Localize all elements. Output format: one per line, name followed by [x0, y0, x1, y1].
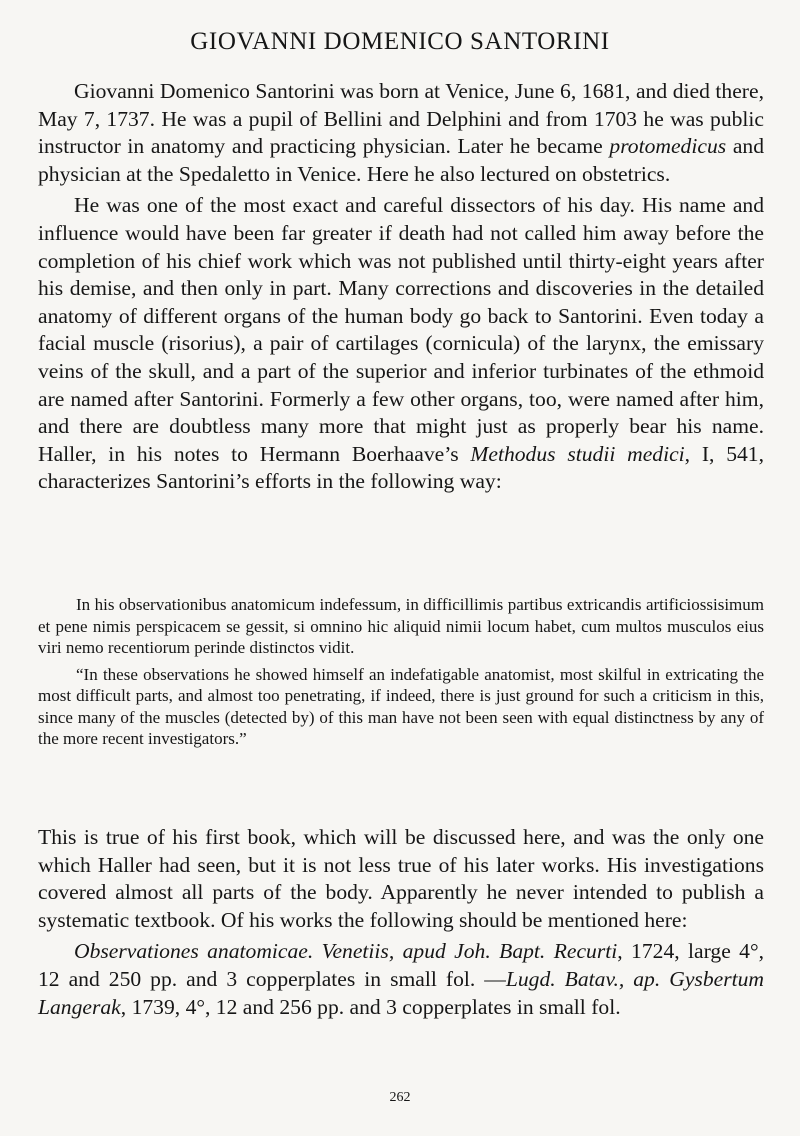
paragraph-biography: Giovanni Domenico Santorini was born at Venice, June 6, 1681, and died there, May 7, 1737. He was a pupil of Bellini and Delphini and from 1703 he was public instructor in anatomy and practicing physician. Later he became protomedicus and physician at the Spedaletto in Venice. Here he also lectured on obstetrics.	[38, 79, 764, 186]
latin-quote: In his observationibus anatomicum indefessum, in difficillimis partibus extricandis artificiossisimum et pene nimis perspicacem se gessit, si omnino hic aliquid nimii locum habet, cum multos musculos eius viri nemo recentiorum perinde distinctos vidit.	[38, 595, 764, 657]
paragraph-works: This is true of his first book, which will be discussed here, and was the only one which Haller had seen, but it is not less true of his later works. His investigations covered almost all parts of the body. Apparently he never intended to publish a systematic textbook. Of his works the following should be mentioned here:	[38, 825, 764, 932]
body-text-upper	[38, 78, 764, 500]
english-translation: “In these observations he showed himself an indefatigable anatomist, most skilful in extricating the most difficult parts, and almost too penetrating, if indeed, there is just ground for such a criticism in this, since many of the muscles (detected by) of this man have not been seen with equal distinctness by any of the more recent investigators.”	[38, 664, 764, 748]
body-text-lower	[38, 824, 764, 1025]
page-number: 262	[389, 1090, 411, 1105]
block-quotes	[38, 594, 764, 755]
paragraph-work: He was one of the most exact and careful dissectors of his day. His name and influence would have been far greater if death had not called him away before the completion of his chief work which was not published until thirty-eight years after his demise, and then only in part. Many corrections and discoveries in the detailed anatomy of different organs of the human body go back to Santorini. Even today a facial muscle (risorius), a pair of cartilages (cornicula) of the larynx, the emissary veins of the skull, and a part of the superior and inferior turbinates of the ethmoid are named after Santorini. Formerly a few other organs, too, were named after him, and there are doubtless many more that might just as properly bear his name. Haller, in his notes to Hermann Boerhaave’s Methodus studii medici, I, 541, characterizes Santorini’s efforts in the following way:	[38, 193, 765, 494]
page-title: GIOVANNI DOMENICO SANTORINI	[190, 28, 610, 55]
bibliography-entry: Observationes anatomicae. Venetiis, apud Joh. Bapt. Recurti, 1724, large 4°, 12 and 250 pp. and 3 copperplates in small fol. —Lugd. Batav., ap. Gysbertum Langerak, 1739, 4°, 12 and 256 pp. and 3 copperplates in small fol.	[38, 939, 765, 1019]
